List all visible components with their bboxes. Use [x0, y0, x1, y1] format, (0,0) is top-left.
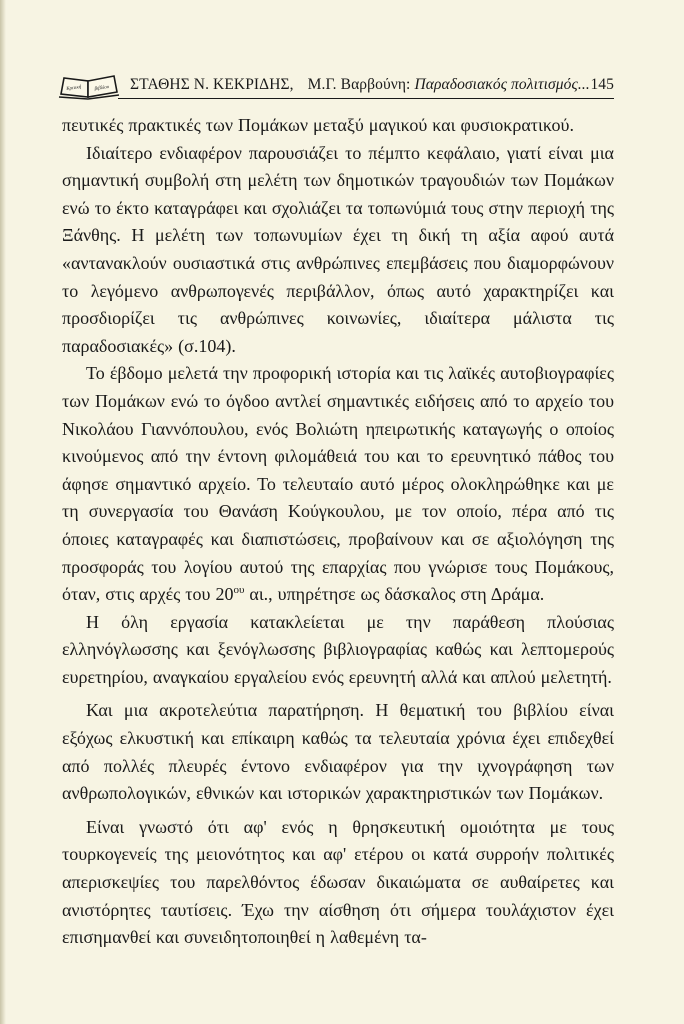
paragraph-3-text: Το έβδομο μελετά την προφορική ιστορία και τις λαϊκές αυτοβιογραφίες των Πομάκων ενώ το όγδοο αντλεί σημαντικές ειδήσεις από το αρχείο του Νικολάου Γιαννόπουλου, ενός Βολιώτη ηπειρωτικής καταγωγής ο οποίος κινούμενος από την έντονη φιλομάθειά του και το ερευνητικό πάθος του άφησε σημαντικό αρχείο. Το τελευταίο αυτό μέρος ολοκληρώθηκε και με τη συνεργασία του Θανάση Κούγκουλου, με τον οποίο, πέρα από τις όποιες καταγραφές και διαπιστώσεις, προβαίνουν και σε αξιολόγηση της προσφοράς του λογίου αυτού της επαρχίας που γνώρισε τους Πομάκους, όταν, στις αρχές του 20 [62, 363, 614, 605]
page-number: 145 [590, 76, 614, 93]
paragraph-4: Η όλη εργασία κατακλείεται με την παράθεση πλούσιας ελληνόγλωσσης και ξενόγλωσσης βιβλιογραφίας καθώς και λεπτομερούς ευρετηρίου, αναγκαίου εργαλείου ενός ερευνητή αλλά και απλού μελετητή. [62, 611, 614, 687]
paragraph-2: Ιδιαίτερο ενδιαφέρον παρουσιάζει το πέμπτο κεφάλαιο, γιατί είναι μια σημαντική συμβολή στη μελέτη των δημοτικών τραγουδιών των Πομάκων ενώ το έκτο καταγράφει και σχολιάζει τα τοπωνύμιά τους στην περιοχή της Ξάνθης. Η μελέτη των τοπωνυμίων έχει τη δική τη αξία αφού αυτά «αντανακλούν ουσιαστικά στις ανθρώπινες επεμβάσεις που διαμορφώνουν το λεγόμενο ανθρωπογενές περιβάλλον, όπως αυτό χαρακτηρίζει και προσδιορίζει τις ανθρώπινες κοινωνίες, ιδιαίτερα μάλιστα τις παραδοσιακές» (σ.104). [62, 142, 614, 356]
header-reviewed-author: Μ.Γ. Βαρβούνη: [307, 76, 411, 93]
header-author: ΣΤΑΘΗΣ Ν. ΚΕΚΡΙΔΗΣ, [130, 76, 294, 93]
header-reviewed-title: Παραδοσιακός πολιτισμός... [414, 76, 590, 93]
page-edge-shadow [0, 0, 6, 1024]
logo-text-bottom: βιβλίου [94, 85, 110, 93]
paragraph-6: Είναι γνωστό ότι αφ' ενός η θρησκευτική ομοιότητα με τους τουρκογενείς της μειονότητος και αφ' ετέρου οι κατά συρροήν πολιτικές απερισκεψίες του παρελθόντος έδωσαν δικαιώματα σε αυθαίρετες και ανιστόρητες ταυτίσεις. Έχω την αίσθηση ότι σήμερα τουλάχιστον έχει επισημανθεί και συνειδητοποιηθεί η λαθεμένη τα- [62, 816, 614, 948]
body-text [62, 112, 614, 952]
book-review-logo [58, 72, 120, 100]
paragraph-3 [62, 360, 614, 608]
ordinal-suffix: ου [233, 584, 245, 597]
paragraph-5: Και μια ακροτελεύτια παρατήρηση. Η θεματική του βιβλίου είναι εξόχως ελκυστική και επίκαιρη καθώς τα τελευταία χρόνια έχει επιδεχθεί από πολλές πλευρές έντονο ενδιαφέρον για την ιχνογράφηση των ανθρωπολογικών, εθνικών και ιστορικών χαρακτηριστικών των Πομάκων. [62, 700, 614, 804]
header-rule [118, 98, 614, 99]
paragraph-3-tail: αι., υπηρέτησε ως δάσκαλος στη Δράμα. [244, 584, 545, 605]
logo-text-top: Κριτική [66, 84, 82, 93]
running-header [58, 70, 614, 100]
header-text [130, 76, 614, 94]
paragraph-1: πευτικές πρακτικές των Πομάκων μεταξύ μαγικού και φυσιοκρατικού. [62, 115, 574, 135]
